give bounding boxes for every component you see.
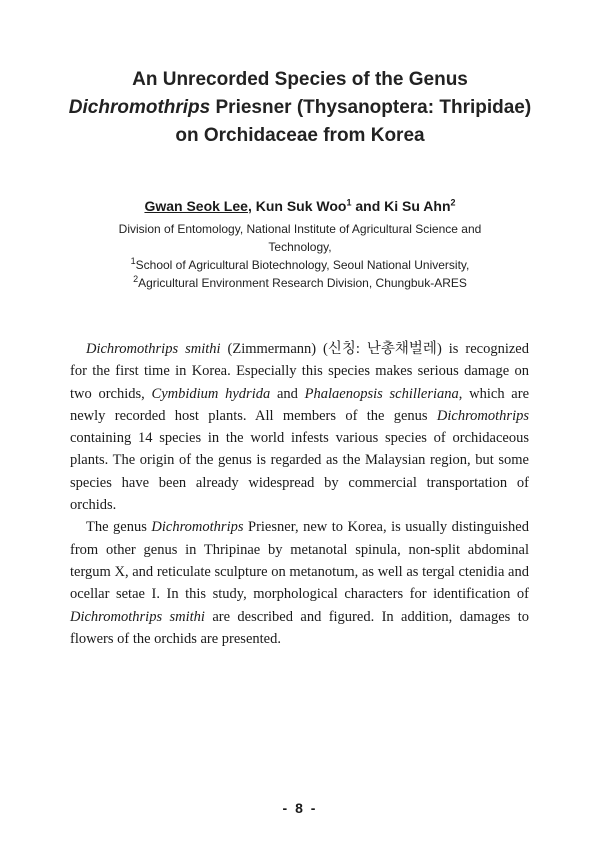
genus-name: Dichromothrips	[151, 519, 244, 536]
title-line-1: An Unrecorded Species of the Genus	[132, 69, 468, 90]
author-3-affil-mark: 2	[450, 197, 456, 208]
affiliation-2-mark: 2	[133, 274, 139, 284]
species-name: Dichromothrips smithi	[86, 341, 221, 357]
orchid-name-1: Cymbidium hydrida	[151, 385, 271, 402]
p2-text-1: The genus	[86, 519, 152, 536]
affiliation-1-text: School of Agricultural Biotechnology, Seoul National University,	[135, 258, 470, 272]
author-list	[40, 197, 560, 215]
paragraph-1	[70, 338, 529, 516]
author-2: Kun Suk Woo	[255, 198, 347, 214]
genus-name: Dichromothrips	[70, 608, 163, 625]
genus-name: Dichromothrips	[436, 407, 529, 424]
author-sep-2: and	[351, 198, 385, 214]
affiliation-1-mark: 1	[130, 256, 136, 266]
author-1: Gwan Seok Lee	[144, 198, 248, 214]
affiliation-2	[70, 274, 530, 292]
title-genus: Dichromothrips	[68, 97, 211, 118]
orchid-name-2: Phalaenopsis schilleriana	[304, 385, 459, 402]
p1-text-2: and	[270, 385, 305, 402]
page-number: - 8 -	[282, 800, 318, 816]
species-epithet: smithi	[169, 608, 205, 625]
affiliation-1	[70, 256, 530, 274]
paper-title	[40, 66, 560, 150]
affiliation-line-2: Technology,	[268, 240, 332, 254]
p2-text-3	[162, 609, 169, 625]
paragraph-2	[70, 516, 529, 650]
p2-text-2: Priesner, new to Korea, is usually distinguished from other genus in Thripinae by metanotal spinula, non-split abdominal tergum X, and reticulate sculpture on metanotum, as well as tergal ctenidia and ocellar setae I. In this study, morphological characters for identification of	[70, 519, 529, 603]
author-2-affil-mark: 1	[346, 197, 352, 208]
p1-text-1: (Zimmermann) (신칭: 난총채벌레) is recognized for the first time in Korea. Especially this species makes serious damage on two orchids,	[70, 341, 529, 402]
title-line-2-rest: Priesner (Thysanoptera: Thripidae)	[210, 97, 532, 118]
affiliation-2-text: Agricultural Environment Research Division, Chungbuk-ARES	[138, 276, 467, 290]
title-line-3: on Orchidaceae from Korea	[175, 125, 425, 146]
affiliation-line-1: Division of Entomology, National Institute of Agricultural Science and	[118, 222, 482, 236]
p1-text-4: containing 14 species in the world infests various species of orchidaceous plants. The origin of the genus is regarded as the Malaysian region, but some species have been already widespread by commercial transportation of orchids.	[70, 430, 529, 514]
p2-text-4: are described and figured. In addition, damages to flowers of the orchids are presented.	[70, 608, 529, 647]
p1-text-3: , which are newly recorded host plants. All members of the genus	[70, 385, 530, 424]
title-line-2	[40, 94, 560, 122]
author-sep-1: ,	[247, 198, 256, 214]
affiliations	[70, 220, 530, 292]
abstract-body	[70, 338, 529, 650]
author-3: Ki Su Ahn	[384, 198, 451, 214]
